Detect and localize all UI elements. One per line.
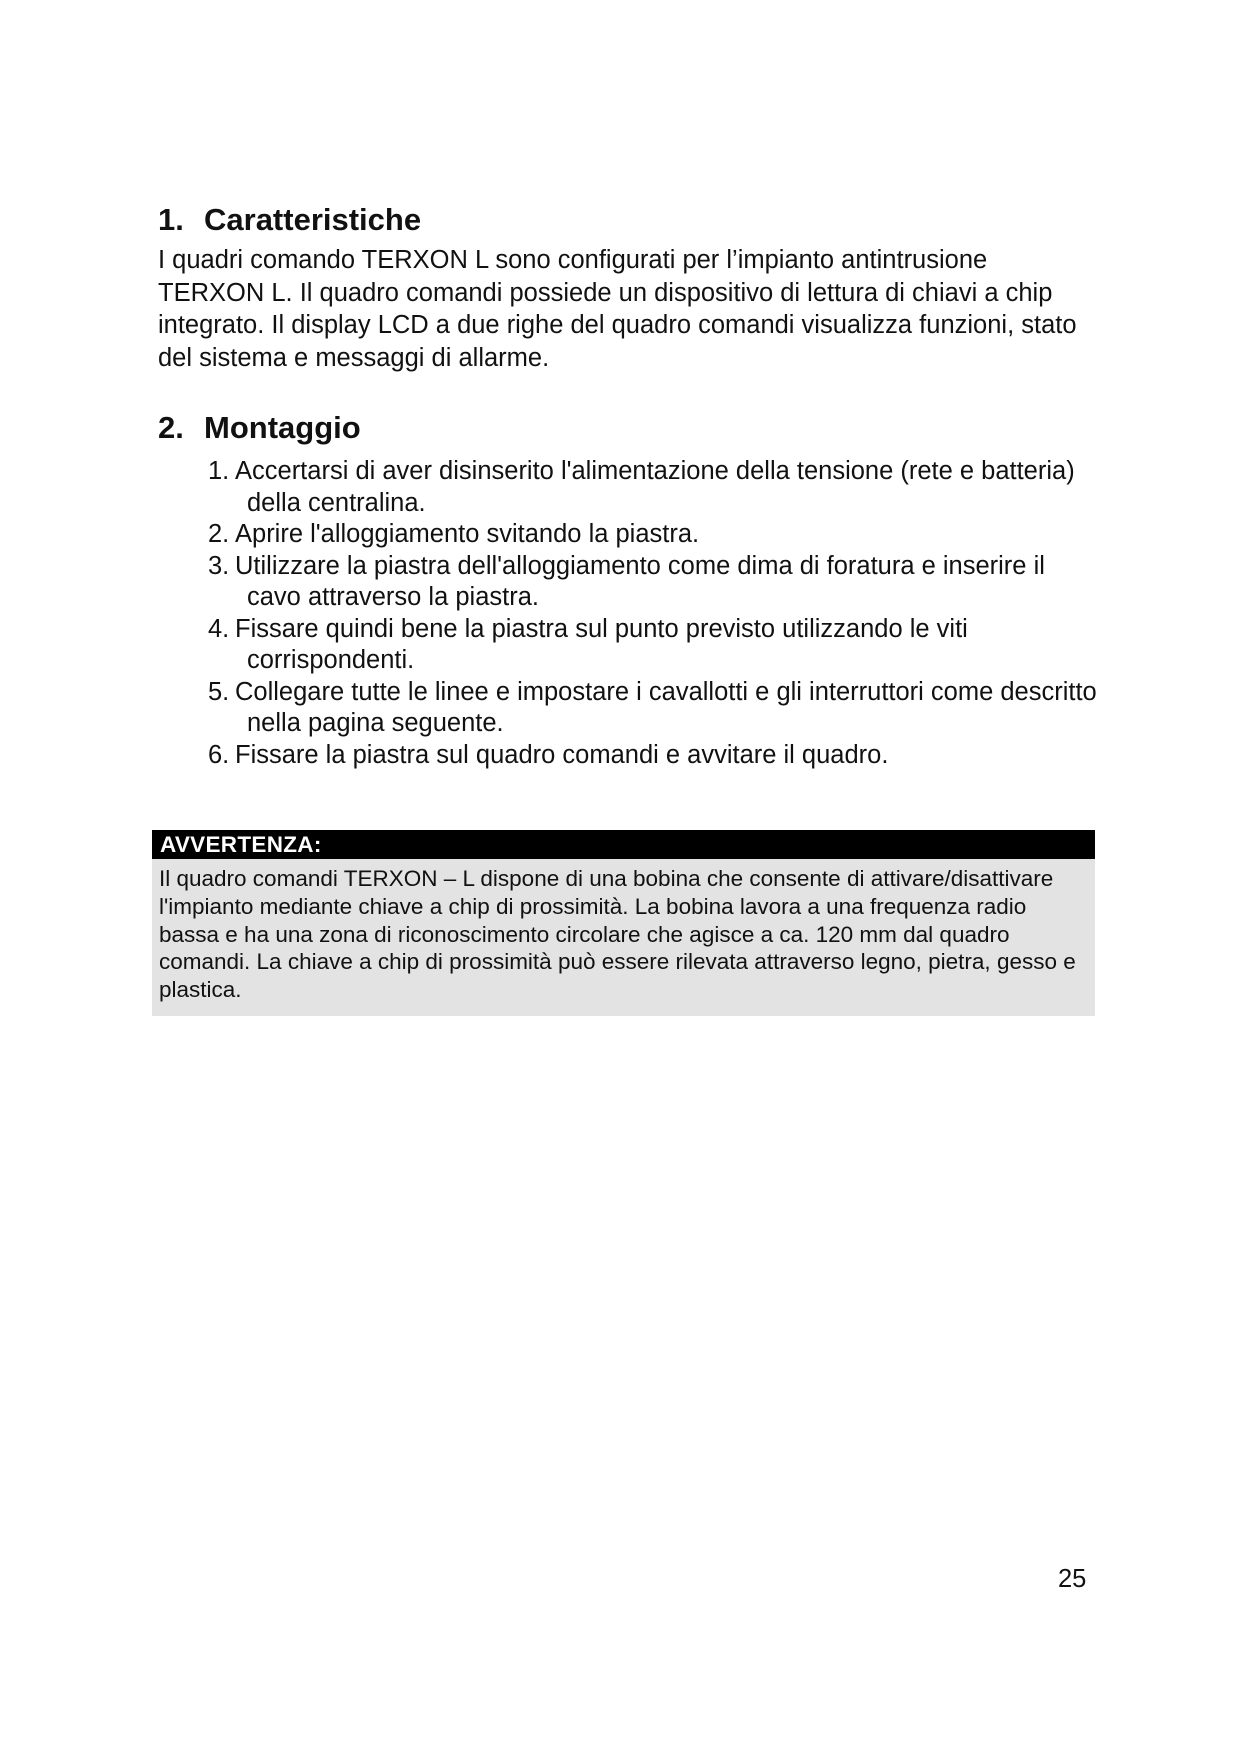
step-text: Accertarsi di aver disinserito l'alimentazione della tensione (rete e batteria) della centralina. (235, 457, 1075, 517)
list-item (158, 614, 1098, 677)
warning-text: Il quadro comandi TERXON – L dispone di una bobina che consente di attivare/disattivare l'impianto mediante chiave a chip di prossimità. La bobina lavora a una frequenza radio bassa e ha una zona di riconoscimento circolare che agisce a ca. 120 mm dal quadro comandi. La chiave a chip di prossimità può essere rilevata attraverso legno, pietra, gesso e plastica. (159, 866, 1076, 1003)
step-number: 3. (208, 551, 230, 580)
step-text: Utilizzare la piastra dell'alloggiamento come dima di foratura e inserire il cavo attraverso la piastra. (235, 551, 1045, 611)
steps-list (158, 456, 1098, 771)
section-title: Montaggio (204, 410, 361, 445)
step-number: 4. (208, 614, 230, 643)
page-number: 25 (1058, 1565, 1087, 1593)
step-number: 5. (208, 677, 230, 706)
section-title: Caratteristiche (204, 202, 422, 237)
list-item (158, 456, 1098, 519)
step-text: Collegare tutte le linee e impostare i cavallotti e gli interruttori come descritto nella pagina seguente. (235, 677, 1097, 737)
section-montaggio (158, 408, 1098, 771)
step-number: 2. (208, 520, 230, 548)
step-number: 6. (208, 740, 230, 769)
section-paragraph: I quadri comando TERXON L sono configurati per l’impianto antintrusione TERXON L. Il quadro comandi possiede un dispositivo di lettura di chiavi a chip integrato. Il display LCD a due righe del quadro comandi visualizza funzioni, stato del sistema e messaggi di allarme. (158, 246, 1077, 372)
list-item (158, 551, 1098, 614)
section-number: 2. (158, 410, 184, 445)
list-item (158, 677, 1098, 740)
section-heading (158, 200, 1098, 240)
step-text: Aprire l'alloggiamento svitando la piastra. (235, 520, 700, 548)
warning-title: AVVERTENZA: (152, 830, 1095, 859)
list-item (158, 519, 1098, 551)
section-caratteristiche (158, 200, 1098, 374)
step-text: Fissare la piastra sul quadro comandi e avvitare il quadro. (235, 740, 889, 769)
section-heading (158, 408, 1098, 448)
list-item (158, 740, 1098, 772)
step-number: 1. (208, 457, 230, 485)
warning-box (152, 830, 1095, 1016)
section-number: 1. (158, 202, 184, 237)
step-text: Fissare quindi bene la piastra sul punto previsto utilizzando le viti corrispondenti. (235, 614, 968, 674)
